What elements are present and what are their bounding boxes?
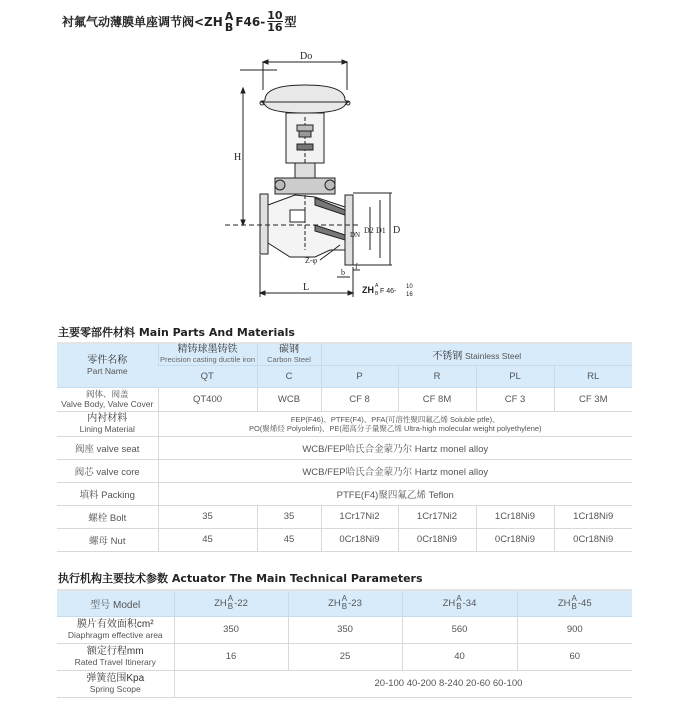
- header-qt-en: Precision casting ductile iron: [159, 355, 256, 365]
- diagram-model-f: F 46-: [380, 288, 397, 295]
- cell: CF 3: [476, 387, 554, 411]
- row-label: 阀芯 valve core: [57, 459, 158, 482]
- cell: 16: [174, 643, 288, 670]
- model-sup: A: [571, 594, 577, 604]
- cell: 1Cr18Ni9: [554, 505, 632, 528]
- title-ab-stack: [225, 11, 234, 33]
- cell: 25: [288, 643, 402, 670]
- actuator-header-row: [57, 590, 632, 616]
- model-sup: A: [456, 594, 462, 604]
- header-part-name: [57, 343, 158, 387]
- cell: 560: [402, 616, 517, 643]
- cell: QT400: [158, 387, 257, 411]
- model-prefix: ZH: [557, 597, 571, 609]
- actuator-section-title: 执行机构主要技术参数 Actuator The Main Technical Parameters: [58, 572, 423, 585]
- row-label: [57, 616, 174, 643]
- label-d: D: [393, 225, 401, 236]
- row-label-cn: 弹簧范围Kpa: [86, 673, 145, 684]
- header-ss-en: Stainless Steel: [464, 350, 522, 361]
- table-row-diaphragm-area: [57, 616, 632, 643]
- label-b: b: [341, 268, 345, 277]
- header-ss-cn: 不锈钢: [432, 350, 463, 362]
- cell: CF 8M: [398, 387, 476, 411]
- cell: 350: [174, 616, 288, 643]
- code-rl: RL: [554, 365, 632, 387]
- row-label-cn: 内衬材料: [87, 413, 128, 424]
- diagram-model-top: 10: [406, 284, 413, 290]
- model-suffix: -45: [577, 597, 592, 609]
- cell: 0Cr18Ni9: [321, 528, 398, 551]
- materials-table: [57, 342, 632, 552]
- table-row-nut: [57, 528, 632, 551]
- label-do: Do: [300, 51, 313, 62]
- cell: WCB/FEP哈氏合金蒙乃尔 Hartz monel alloy: [158, 459, 632, 482]
- header-stainless-steel: [321, 343, 632, 365]
- cell: PTFE(F4)聚四氟乙烯 Teflon: [158, 482, 632, 505]
- model-suffix: -22: [234, 597, 248, 609]
- title-num-bottom: 16: [267, 21, 283, 34]
- model-zh-23: [288, 590, 402, 616]
- label-h: H: [234, 152, 242, 163]
- model-zh-45: [517, 590, 632, 616]
- cell: WCB/FEP哈氏合金蒙乃尔 Hartz monel alloy: [158, 436, 632, 459]
- label-l: L: [303, 282, 310, 293]
- cell: 35: [257, 505, 321, 528]
- row-label-en: Spring Scope: [89, 684, 141, 694]
- cell: 0Cr18Ni9: [554, 528, 632, 551]
- header-carbon-steel: [257, 343, 321, 365]
- cell: 0Cr18Ni9: [398, 528, 476, 551]
- label-f: f: [355, 262, 358, 271]
- cell: 1Cr17Ni2: [321, 505, 398, 528]
- cell: 45: [257, 528, 321, 551]
- model-zh-22: [174, 590, 288, 616]
- lining-line-2: PO(聚烯烃 Polyolefin)、PE(超高分子量聚乙烯 Ultra-high molecular weight polyethylene): [248, 423, 542, 433]
- row-label: 阀座 valve seat: [57, 436, 158, 459]
- label-z-phi: Z-φ: [305, 256, 318, 265]
- code-c: C: [257, 365, 321, 387]
- model-sub: B: [571, 602, 577, 612]
- table-row-packing: [57, 482, 632, 505]
- materials-section-title: 主要零部件材料 Main Parts And Materials: [58, 326, 295, 339]
- table-row-valve-seat: [57, 436, 632, 459]
- diagram-model-sub: B: [375, 291, 379, 297]
- actuator-table: [57, 589, 632, 698]
- model-sup: A: [341, 594, 348, 604]
- header-model: 型号 Model: [57, 590, 174, 616]
- model-prefix: ZH: [214, 597, 227, 609]
- page-title: [62, 10, 297, 33]
- row-label-cn: 膜片有效面积cm²: [76, 619, 154, 630]
- table-row-valve-core: [57, 459, 632, 482]
- row-label-cn: 阀体、阀盖: [85, 389, 129, 399]
- model-sub: B: [341, 602, 348, 612]
- model-prefix: ZH: [442, 597, 456, 609]
- title-suffix: 型: [284, 15, 297, 29]
- row-label-en: Diaphragm effective area: [67, 630, 163, 640]
- cell: 60: [517, 643, 632, 670]
- cell: CF 3M: [554, 387, 632, 411]
- table-row-lining: [57, 411, 632, 436]
- valve-diagram: [220, 45, 420, 305]
- diagram-model-sup: A: [375, 283, 379, 289]
- model-zh-34: [402, 590, 517, 616]
- diagram-model-zh: ZH: [362, 285, 374, 295]
- header-c-en: Carbon Steel: [267, 355, 311, 365]
- model-prefix: ZH: [328, 597, 341, 609]
- title-mid: F46-: [235, 14, 266, 29]
- row-label-en: Valve Body, Valve Cover: [61, 399, 154, 409]
- model-sub: B: [456, 602, 462, 612]
- row-label: 螺栓 Bolt: [57, 505, 158, 528]
- cell: 45: [158, 528, 257, 551]
- title-pressure-stack: [267, 10, 282, 33]
- cell: 0Cr18Ni9: [476, 528, 554, 551]
- do-arrow-left: [263, 60, 268, 64]
- header-qt-cn: 精铸球墨铸铁: [177, 344, 238, 356]
- lining-line-1: FEP(F46)、PTFE(F4)、PFA(可溶性聚四氟乙烯 Soluble ptfe)、: [290, 414, 500, 424]
- row-label: 螺母 Nut: [57, 528, 158, 551]
- title-num-top: 10: [267, 9, 283, 22]
- code-r: R: [398, 365, 476, 387]
- cell: 1Cr18Ni9: [476, 505, 554, 528]
- row-label: [57, 411, 158, 436]
- do-arrow-right: [342, 60, 347, 64]
- model-sub: B: [227, 602, 234, 612]
- lining-value: [158, 411, 632, 436]
- label-dn: DN: [350, 231, 361, 239]
- cell: 1Cr17Ni2: [398, 505, 476, 528]
- table-row-bolt: [57, 505, 632, 528]
- header-ductile-iron: [158, 343, 257, 365]
- table-row-spring-scope: [57, 670, 632, 697]
- row-label-en: Rated Travel Itinerary: [74, 657, 156, 667]
- cell: 350: [288, 616, 402, 643]
- header-part-name-en: Part Name: [86, 365, 128, 376]
- materials-header-row-1: [57, 343, 632, 365]
- model-suffix: -23: [348, 597, 362, 609]
- title-stack-top: A: [224, 9, 234, 23]
- row-label-cn: 额定行程mm: [86, 646, 144, 657]
- row-label: [57, 670, 174, 697]
- model-sup: A: [227, 594, 234, 604]
- cell: 20-100 40-200 8-240 20-60 60-100: [174, 670, 632, 697]
- cell: 40: [402, 643, 517, 670]
- cell: 35: [158, 505, 257, 528]
- table-row-rated-travel: [57, 643, 632, 670]
- diagram-model-bottom: 16: [406, 292, 413, 298]
- row-label-en: Lining Material: [79, 424, 135, 434]
- code-pl: PL: [476, 365, 554, 387]
- title-stack-bottom: B: [224, 20, 234, 34]
- code-qt: QT: [158, 365, 257, 387]
- code-p: P: [321, 365, 398, 387]
- header-c-cn: 碳钢: [279, 344, 299, 356]
- model-suffix: -34: [462, 597, 477, 609]
- label-d2: D2: [364, 226, 374, 235]
- cell: CF 8: [321, 387, 398, 411]
- title-prefix: 衬氟气动薄膜单座调节阀<ZH: [62, 15, 223, 29]
- label-d1: D1: [376, 226, 386, 235]
- row-label: [57, 387, 158, 411]
- table-row-valve-body: [57, 387, 632, 411]
- row-label: 填料 Packing: [57, 482, 158, 505]
- cell: WCB: [257, 387, 321, 411]
- header-part-name-cn: 零件名称: [87, 354, 128, 366]
- row-label: [57, 643, 174, 670]
- cell: 900: [517, 616, 632, 643]
